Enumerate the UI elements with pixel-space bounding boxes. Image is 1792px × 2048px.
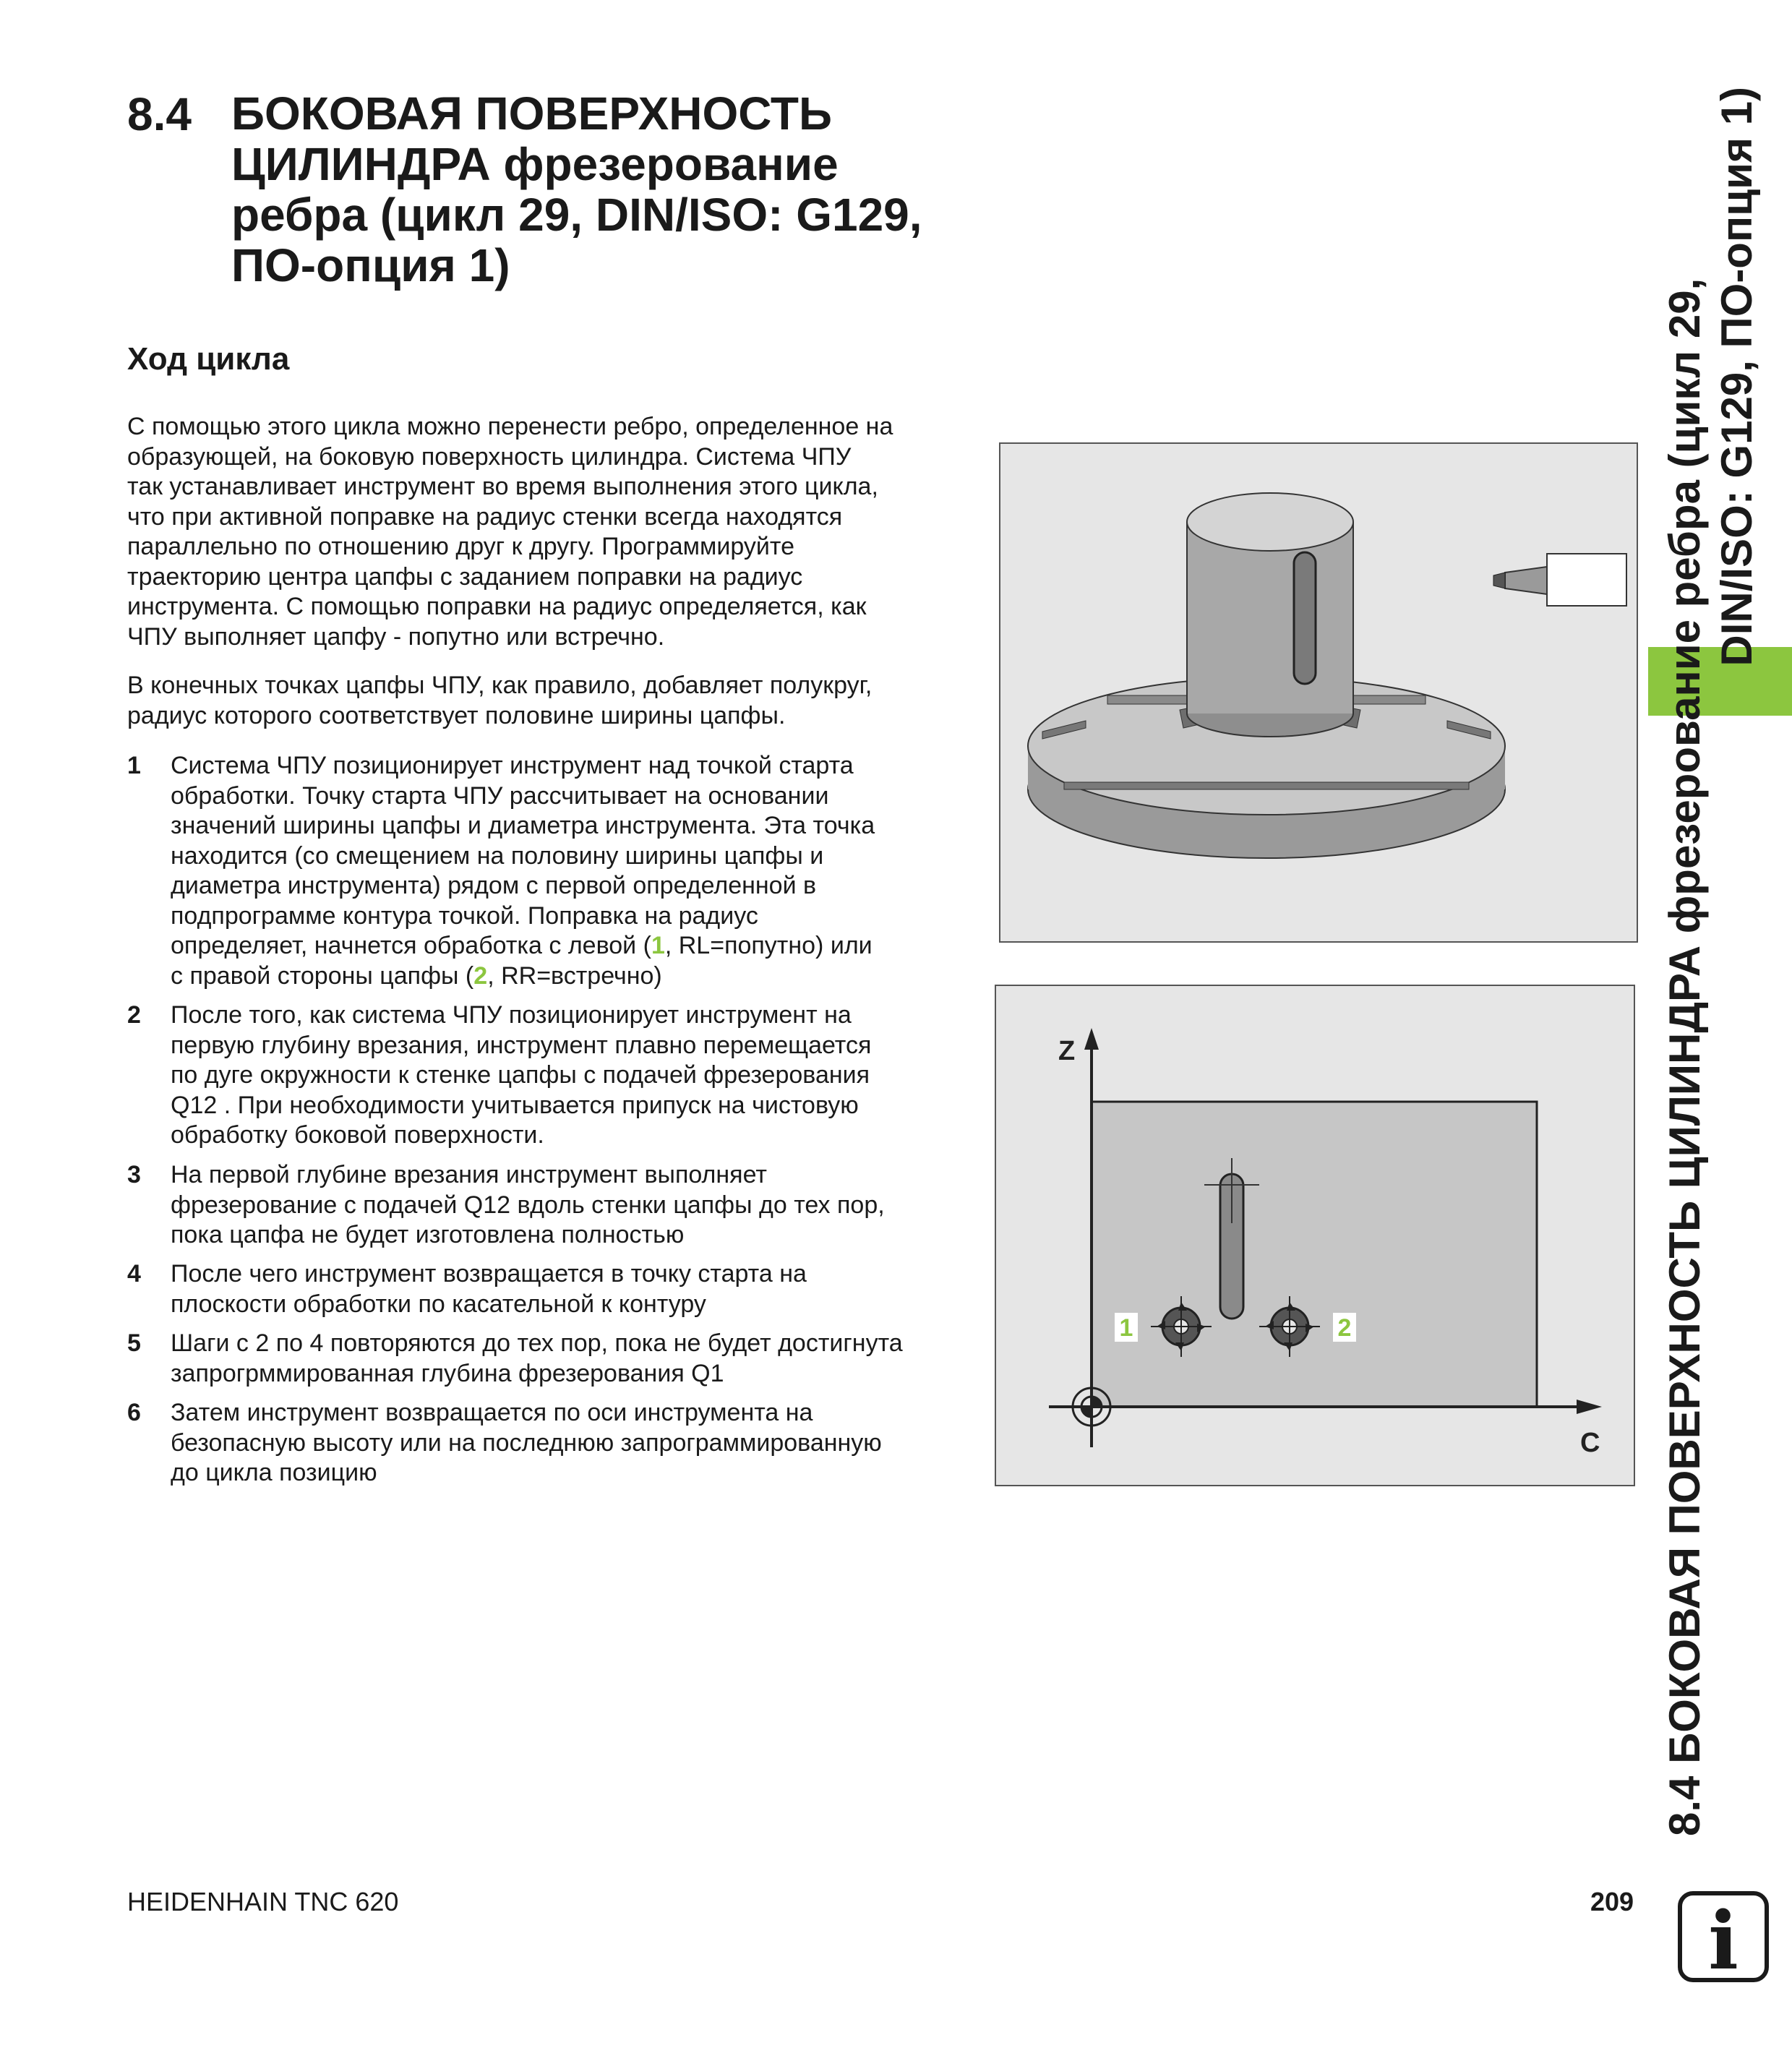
text-segment: определяет, начнется обработка с левой ( <box>171 932 651 959</box>
text-line: обработку боковой поверхности. <box>171 1121 544 1149</box>
section-title-line: ЦИЛИНДРА фрезерование <box>231 138 839 190</box>
marker-2: 2 <box>473 961 488 990</box>
text-line: по дуге окружности к стенке цапфы с подачей фрезерования <box>171 1061 870 1089</box>
section-title-line: ребра (цикл 29, DIN/ISO: G129, <box>231 189 922 241</box>
step-text <box>171 751 875 991</box>
step-text <box>171 1329 903 1389</box>
step-number: 5 <box>127 1329 141 1357</box>
side-running-header <box>1659 87 1782 1836</box>
step-text <box>171 1160 885 1251</box>
text-segment: с правой стороны цапфы ( <box>171 961 474 990</box>
section-number: 8.4 <box>127 88 192 140</box>
side-header-line: 8.4 БОКОВАЯ ПОВЕРХНОСТЬ ЦИЛИНДРА фрезерование ребра (цикл 29, <box>1660 278 1709 1836</box>
axis-z-label: Z <box>1058 1036 1076 1066</box>
text-line: Затем инструмент возвращается по оси инструмента на <box>171 1399 813 1426</box>
text-line: плоскости обработки по касательной к контуру <box>171 1290 706 1318</box>
step-number: 3 <box>127 1161 141 1188</box>
info-icon <box>1677 1890 1770 1983</box>
footer-product: HEIDENHAIN TNC 620 <box>127 1887 399 1916</box>
text-line: диаметра инструмента) рядом с первой определенной в <box>171 872 817 899</box>
text-line: параллельно по отношению друг к другу. Программируйте <box>127 533 794 560</box>
text-line: траекторию центра цапфы с заданием поправки на радиус <box>127 562 803 591</box>
text-line: находится (со смещением на половину ширины цапфы и <box>171 841 824 870</box>
text-line: так устанавливает инструмент во время выполнения этого цикла, <box>127 473 878 500</box>
subheading: Ход цикла <box>127 341 290 377</box>
step-number: 1 <box>127 752 141 779</box>
marker-1: 1 <box>651 932 665 959</box>
text-segment: , RR=встречно) <box>487 961 662 990</box>
text-line: значений ширины цапфы и диаметра инструмента. Эта точка <box>171 812 875 839</box>
step-text <box>171 1001 871 1151</box>
text-line: Шаги с 2 по 4 повторяются до тех пор, пока не будет достигнута <box>171 1329 903 1357</box>
text-line: первую глубину врезания, инструмент плавно перемещается <box>171 1031 872 1059</box>
text-line: подпрограмме контура точкой. Поправка на радиус <box>171 901 758 930</box>
label-2: 2 <box>1337 1314 1352 1342</box>
info-glyph: i <box>1708 1894 1739 1983</box>
text-line: обработки. Точку старта ЧПУ рассчитывает на основании <box>171 781 829 810</box>
text-line: После того, как система ЧПУ позиционирует инструмент на <box>171 1001 852 1029</box>
text-line: образующей, на боковую поверхность цилиндра. Система ЧПУ <box>127 442 852 471</box>
step-text <box>171 1259 807 1319</box>
paragraph-intro <box>127 412 966 652</box>
text-line: Система ЧПУ позиционирует инструмент над точкой старта <box>171 752 854 779</box>
section-title-line: БОКОВАЯ ПОВЕРХНОСТЬ <box>231 87 832 140</box>
paragraph-endpoints <box>127 671 966 731</box>
step-number: 4 <box>127 1260 141 1288</box>
unrolled-surface-diagram <box>995 985 1635 1486</box>
text-line: инструмента. С помощью поправки на радиус определяется, как <box>127 593 867 620</box>
text-line: В конечных точках цапфы ЧПУ, как правило, добавляет полукруг, <box>127 672 873 699</box>
text-line: После чего инструмент возвращается в точку старта на <box>171 1260 807 1288</box>
section-title <box>231 88 983 291</box>
text-line <box>171 931 875 961</box>
text-line: пока цапфа не будет изготовлена полностью <box>171 1221 685 1248</box>
step-text <box>171 1398 882 1488</box>
text-line: до цикла позицию <box>171 1459 377 1486</box>
text-line <box>171 961 875 992</box>
text-line: радиус которого соответствует половине ширины цапфы. <box>127 701 786 729</box>
side-header-line: DIN/ISO: G129, ПО-опция 1) <box>1712 87 1761 667</box>
text-line: что при активной поправке на радиус стенки всегда находятся <box>127 502 843 531</box>
text-line: запрогрммированная глубина фрезерования Q1 <box>171 1359 724 1387</box>
step-number: 2 <box>127 1001 141 1029</box>
text-line: На первой глубине врезания инструмент выполняет <box>171 1161 767 1188</box>
axis-c-label: C <box>1580 1428 1600 1458</box>
text-line: Q12 . При необходимости учитывается припуск на чистовую <box>171 1091 859 1119</box>
section-title-line: ПО-опция 1) <box>231 239 510 291</box>
text-line: безопасную высоту или на последнюю запрограммированную <box>171 1428 882 1457</box>
text-line: С помощью этого цикла можно перенести ребро, определенное на <box>127 413 893 440</box>
text-line: ЧПУ выполняет цапфу - попутно или встречно. <box>127 622 665 651</box>
label-1: 1 <box>1119 1314 1133 1342</box>
cylinder-illustration <box>999 442 1638 943</box>
page-number: 209 <box>1590 1887 1634 1916</box>
text-segment: , RL=попутно) или <box>664 932 873 959</box>
step-number: 6 <box>127 1399 141 1426</box>
text-line: фрезерование с подачей Q12 вдоль стенки цапфы до тех пор, <box>171 1191 885 1219</box>
